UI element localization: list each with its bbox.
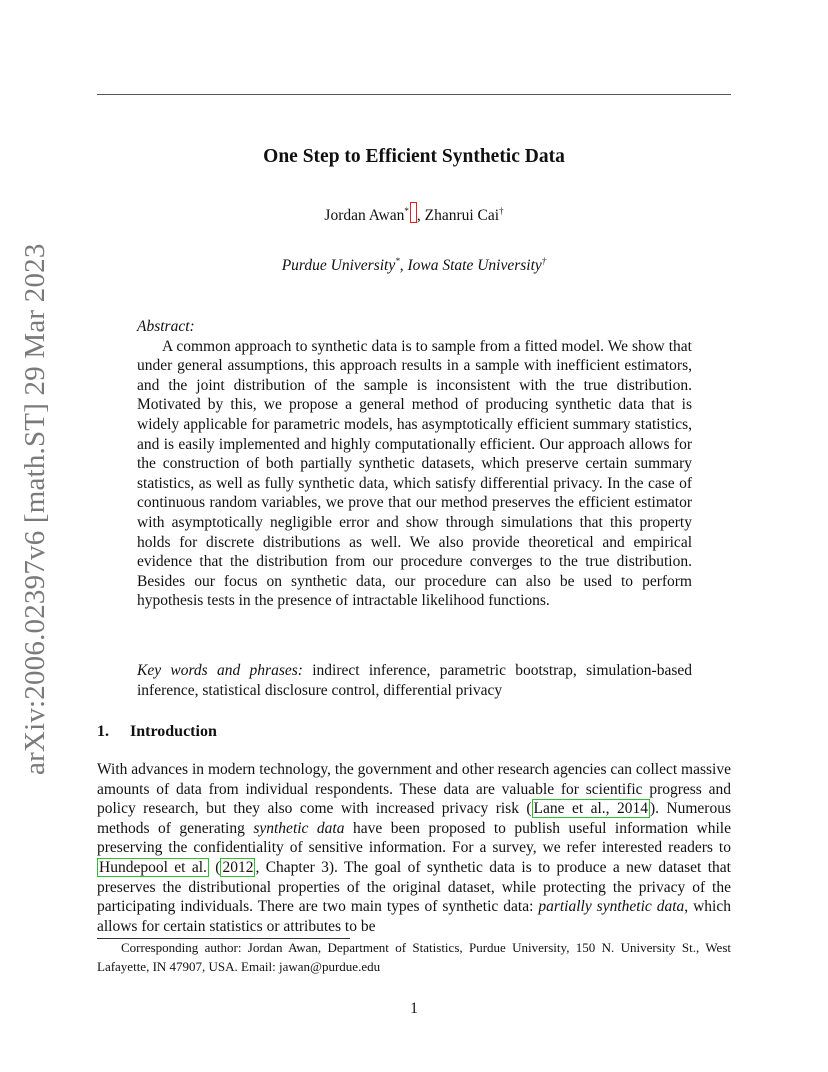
citation-link[interactable]: 2012 <box>222 858 254 876</box>
body-text: have been proposed to publish useful information while preserving the confidentiality of sensitive information. For a survey, we refer interested readers to <box>97 819 731 857</box>
affiliation-mark: † <box>541 256 547 266</box>
affiliation-line <box>97 256 731 275</box>
body-text: ). Numerous methods of generating <box>97 800 731 837</box>
arxiv-identifier[interactable]: arXiv:2006.02397v6 [math.ST] 29 Mar 2023 <box>19 243 51 775</box>
author-name: Zhanrui Cai <box>424 207 500 224</box>
abstract-body: A common approach to synthetic data is to sample from a fitted model. We show that under general assumptions, this approach results in a sample with inefficient estimators, and the joint distribution of the sample is inconsistent with the true distribution. Motivated by this, we propose a general method of producing synthetic data that is widely applicable for parametric models, has asymptotically efficient summary statistics, and is easily implemented and highly computationally efficient. Our approach allows for the construction of both partially synthetic datasets, which preserve certain summary statistics, as well as fully synthetic data, which satisfy differential privacy. In the case of continuous random variables, we prove that our method preserves the efficient estimator with asymptotically negligible error and show through simulations that this property holds for discrete distributions as well. We also provide theoretical and empirical evidence that the distribution from our procedure converges to the true distribution. Besides our focus on synthetic data, our procedure can also be used to perform hypothesis tests in the presence of intractable likelihood functions. <box>137 337 692 610</box>
section-number: 1. <box>97 723 109 740</box>
citation-link[interactable]: Hundepool et al. <box>99 858 207 876</box>
body-text: , which allows for certain statistics or attributes to be <box>97 898 731 935</box>
citation-link[interactable]: Lane et al., 2014 <box>533 800 648 818</box>
affiliation-separator: , <box>399 257 408 275</box>
paper-title: One Step to Efficient Synthetic Data <box>263 146 565 167</box>
page-number: 1 <box>410 1000 418 1017</box>
affiliation-name: Purdue University <box>281 257 396 275</box>
keywords-label: Key words and phrases: <box>137 662 303 679</box>
footnote-link[interactable] <box>410 202 417 223</box>
emphasis-text: synthetic data <box>253 819 345 837</box>
body-text: With advances in modern technology, the government and other research agencies can collect massive amounts of data from individual respondents. These data are valuable for scientific progress and policy research, but they also come with increased privacy risk ( <box>97 761 731 818</box>
affiliation-name: Iowa State University <box>407 257 542 275</box>
abstract-heading: Abstract: <box>137 318 195 335</box>
affiliation-mark: * <box>395 256 400 266</box>
section-title: Introduction <box>130 723 217 740</box>
header-rule <box>97 94 731 95</box>
affiliation-mark: * <box>404 205 409 216</box>
body-text: , Chapter 3). The goal of synthetic data is to produce a new dataset that preserves the distributional properties of the original dataset, while protecting the privacy of the participating individuals. There are two main types of synthetic data: <box>97 858 731 916</box>
affiliation-mark: † <box>499 205 504 216</box>
author-name: Jordan Awan <box>324 207 405 224</box>
section-heading <box>97 723 217 741</box>
body-text: ( <box>208 858 221 876</box>
footnote: Corresponding author: Jordan Awan, Department of Statistics, Purdue University, 150 N. University St., West Lafayette, IN 47907, USA. Email: jawan@purdue.edu <box>97 940 731 974</box>
keywords <box>137 661 692 700</box>
keywords-text: indirect inference, parametric bootstrap, simulation-based inference, statistical disclosure control, differential privacy <box>137 662 692 699</box>
emphasis-text: partially synthetic data <box>538 898 685 916</box>
intro-paragraph <box>97 760 731 936</box>
abstract <box>137 317 692 611</box>
author-line <box>97 202 731 225</box>
author-separator: , <box>416 207 425 224</box>
